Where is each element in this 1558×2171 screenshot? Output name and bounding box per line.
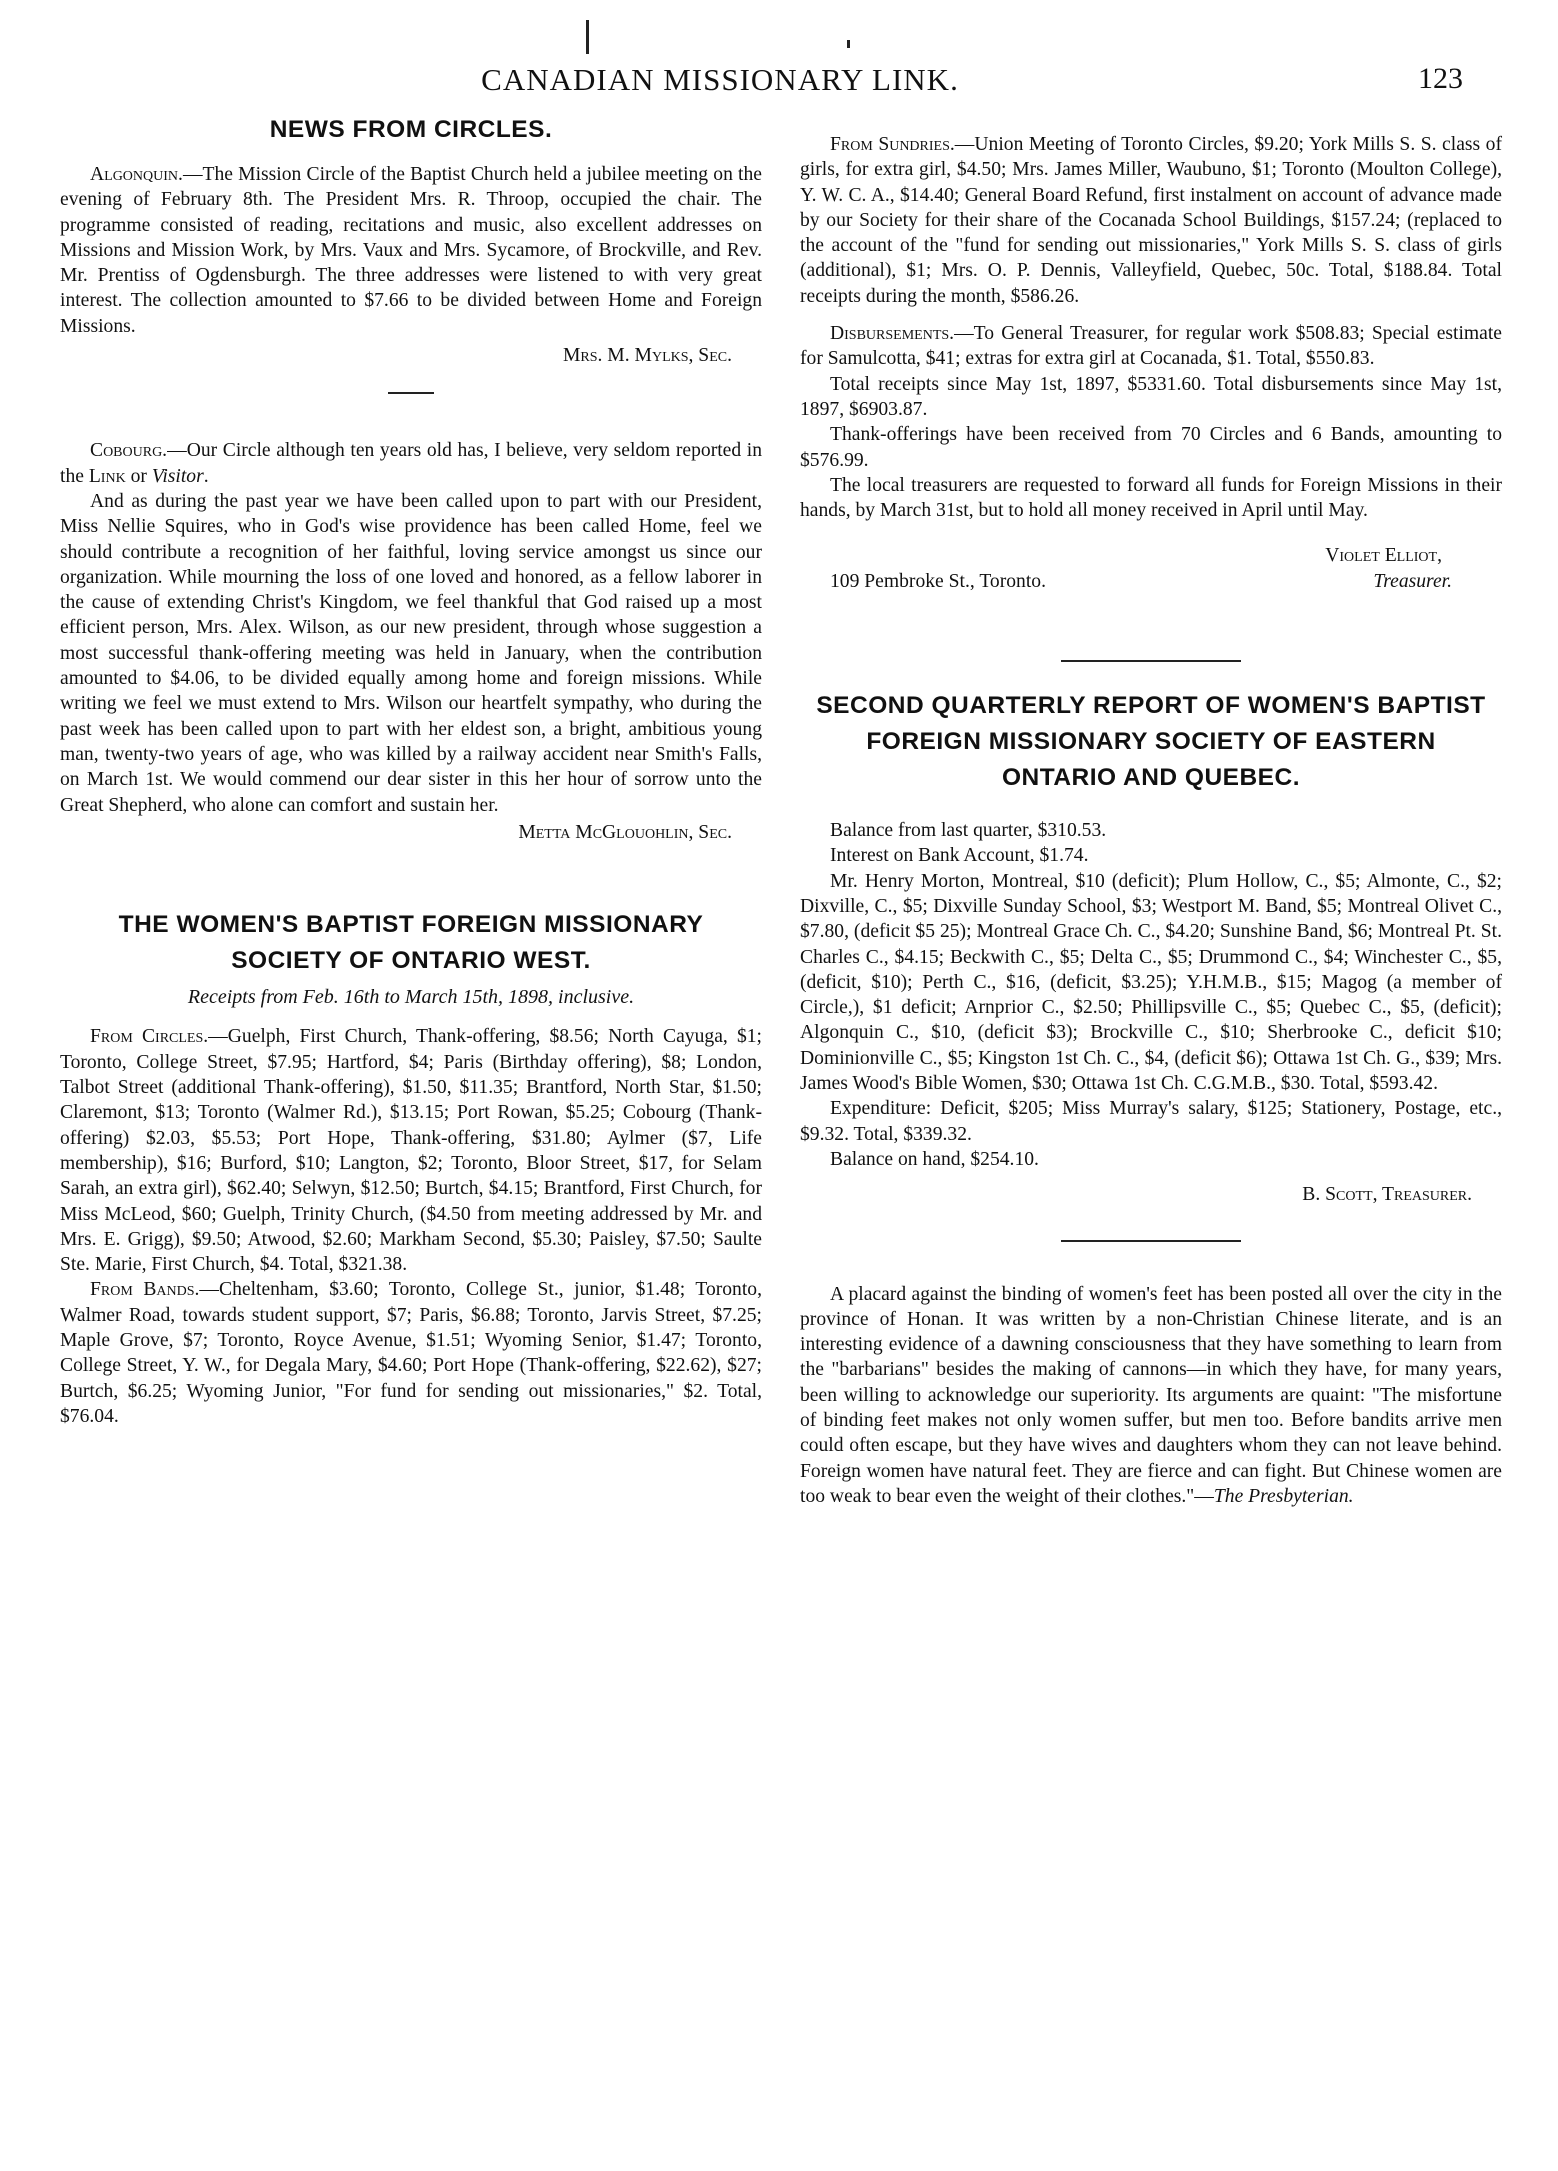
eastern-receipts-paragraph: Mr. Henry Morton, Montreal, $10 (deficit); Plum Hollow, C., $5; Almonte, C., $2; Dixville, C., $5; Dixville Sunday School, $3; Westport M. Band, $5; Montreal Olivet C., $7.80, (deficit $5 25); Montreal Grace Ch. C., $4.20; Sunshine Band, $6; Montreal Pt. St. Charles C., $4.15; Beckwith C., $5; Delta C., $5; Drummond C., $4; Winchester C., $5, (deficit, $10); Perth C., $16, (deficit, $3.25); Y.H.M.B., $15; Magog (a member of Circle,), $1 deficit; Arnprior C., $2.50; Phillipsville C., $5; Quebec C., $5, (deficit); Algonquin C., $10, (deficit $3); Brockville C., $10; Sherbrooke C., deficit $10; Dominionville C., $5; Kingston 1st Ch. C., $4, (deficit $6); Ottawa 1st Ch. G., $39; Mrs. James Wood's Bible Women, $30; Ottawa 1st Ch. C.G.M.B., $30. Total, $593.42. (800, 870, 1502, 1095)
placard-paragraph (800, 1282, 1502, 1510)
running-head: CANADIAN MISSIONARY LINK. (481, 62, 959, 97)
right-column (800, 132, 1502, 1509)
cobourg-text-1: —Our Circle although ten years old has, I believe, very seldom reported in the (60, 440, 762, 487)
placard-source: The Presbyterian. (1213, 1485, 1354, 1507)
sundries-lead: From Sundries. (830, 134, 955, 155)
algonquin-text: —The Mission Circle of the Baptist Church held a jubilee meeting on the evening of February 8th. The President Mrs. R. Throop, occupied the chair. The programme consisted of reading, recitations and music, also excellent addresses on Missions and Mission Work, by Mrs. Vaux and Mrs. Sycamore, of Brockville, and Rev. Mr. Prentiss of Ogdensburgh. The three addresses were listened to with very great interest. The collection amounted to $7.66 to be divided between Home and Foreign Missions. (60, 164, 762, 337)
page-number: 123 (1418, 62, 1463, 95)
elliot-name: Violet Elliot, (1325, 545, 1442, 567)
cobourg-signature: Metta McGlouohlin, Sec. (518, 821, 732, 843)
algonquin-paragraph (60, 162, 762, 339)
cobourg-link: Link (88, 465, 126, 487)
receipts-line: Receipts from Feb. 16th to March 15th, 1898, inclusive. (187, 986, 635, 1009)
divider (388, 392, 434, 394)
balance-last-quarter: Balance from last quarter, $310.53. (830, 820, 1107, 842)
placard-text: A placard against the binding of women's feet has been posted all over the city in the province of Honan. It was written by a non-Christian Chinese literate, and is an interesting evidence of a dawning consciousness that they have something to learn from the "barbarians" besides the making of cannons—in which they have, for many years, been willing to acknowledge our superiority. Its arguments are quaint: "The misfortune of binding feet makes not only women suffer, but men too. Before bandits arrive men could often escape, but they have wives and daughters whom they can not leave behind. Foreign women have natural feet. They are fierce and can fight. But Chinese women are too weak to bear even the weight of their clothes."— (800, 1283, 1502, 1507)
eastern-heading-line-2: FOREIGN MISSIONARY SOCIETY OF EASTERN (866, 728, 1436, 756)
news-heading: NEWS FROM CIRCLES. (269, 116, 553, 143)
circles-lead: From Circles. (90, 1026, 209, 1048)
cobourg-lead: Cobourg. (90, 440, 168, 462)
spacer (800, 309, 1502, 321)
divider (1061, 1240, 1241, 1242)
west-heading-line-1: THE WOMEN'S BAPTIST FOREIGN MISSIONARY (118, 911, 704, 939)
bank-interest: Interest on Bank Account, $1.74. (830, 845, 1089, 867)
bands-paragraph (60, 1277, 762, 1429)
cobourg-paragraph-1 (60, 438, 762, 489)
left-column (60, 112, 762, 1429)
sundries-text: —Union Meeting of Toronto Circles, $9.20; York Mills S. S. class of girls, for extra girl, $4.50; Mrs. James Miller, Waubuno, $1; Toronto (Moulton College), Y. W. C. A., $14.40; General Board Refund, first instalment on account of advance made by our Society for their share of the Cocanada School Buildings, $157.24; (replaced to the account of the "fund for sending out missionaries," York Mills S. S. class of girls (additional), $1; Mrs. O. P. Dennis, Valleyfield, Quebec, 50c. Total, $188.84. Total receipts during the month, $586.26. (800, 134, 1502, 307)
disbursements-lead: Disbursements. (830, 323, 955, 345)
elliot-title: Treasurer. (1373, 570, 1452, 592)
balance-on-hand: Balance on hand, $254.10. (830, 1148, 1039, 1170)
west-heading-line-2: SOCIETY OF ONTARIO WEST. (231, 947, 591, 975)
expenditure-paragraph: Expenditure: Deficit, $205; Miss Murray's salary, $125; Stationery, Postage, etc., $9.32. Total, $339.32. (800, 1098, 1502, 1145)
algonquin-lead: Algonquin. (90, 164, 183, 185)
spacer (60, 845, 762, 907)
total-receipts-paragraph: Total receipts since May 1st, 1897, $5331.60. Total disbursements since May 1st, 1897, $6903.87. (800, 373, 1502, 420)
circles-text: —Guelph, First Church, Thank-offering, $8.56; North Cayuga, $1; Toronto, College Street, $7.95; Hartford, $4; Paris (Birthday offering), $8; London, Talbot Street (additional Thank-offering), $1.50, $11.35; Brantford, North Star, $1.50; Claremont, $13; Toronto (Walmer Rd.), $13.15; Port Rowan, $5.25; Cobourg (Thank-offering) $2.03, $5.53; Port Hope, Thank-offering, $31.80; Aylmer ($7, Life membership), $16; Burford, $10; Langton, $2; Toronto, Bloor Street, $17, for Selam Sarah, an extra girl), $62.40; Selwyn, $12.50; Burtch, $4.15; Brantford, First Church, for Miss McLeod, $60; Guelph, Trinity Church, ($4.50 from meeting addressed by Mr. and Mrs. E. Grigg), $9.50; Atwood, $2.60; Markham Second, $5.30; Paisley, $7.50; Saulte Ste. Marie, First Church, $4. Total, $321.38. (60, 1026, 762, 1276)
algonquin-signature: Mrs. M. Mylks, Sec. (562, 345, 732, 367)
cobourg-or: or (125, 465, 152, 487)
eastern-heading-line-3: ONTARIO AND QUEBEC. (1001, 764, 1301, 792)
ink-dot (847, 40, 850, 48)
thank-offerings-paragraph: Thank-offerings have been received from 70 Circles and 6 Bands, amounting to $576.99. (800, 424, 1502, 471)
cobourg-paragraph-2: And as during the past year we have been called upon to part with our President, Miss Nellie Squires, who in God's wise providence has been called Home, feel we should contribute a recognition of her faithful, loving service amongst us since our organization. While mourning the loss of one loved and honored, as a fellow laborer in the cause of extending Christ's Kingdom, we feel thankful that God raised up a most efficient person, Mrs. Alex. Wilson, as our new president, through whose suggestion a most successful thank-offering meeting was held in January, when the contribution amounted to $4.06, to be divided equally among home and foreign missions. While writing we feel we must extend to Mrs. Wilson our heartfelt sympathy, who during the past week has been called upon to part with her eldest son, a bright, ambitious young man, twenty-two years of age, who was killed by a railway accident near Smith's Falls, on March 1st. We would commend our dear sister in this her hour of sorrow unto the Great Shepherd, who alone can comfort and sustain her. (60, 490, 762, 816)
sundries-paragraph (800, 132, 1502, 309)
ink-mark (586, 20, 589, 54)
disbursements-text: —To General Treasurer, for regular work $508.83; Special estimate for Samulcotta, $41; extras for extra girl at Cocanada, $1. Total, $550.83. (800, 323, 1502, 370)
eastern-heading-line-1: SECOND QUARTERLY REPORT OF WOMEN'S BAPTIST (816, 692, 1486, 720)
cobourg-visitor: Visitor (151, 465, 204, 487)
disbursements-paragraph (800, 321, 1502, 372)
bands-text: —Cheltenham, $3.60; Toronto, College St., junior, $1.48; Toronto, Walmer Road, towards student support, $7; Paris, $6.88; Toronto, Jarvis Street, $7.25; Maple Grove, $7; Toronto, Royce Avenue, $1.51; Wyoming Senior, $1.47; Toronto, College Street, Y. W., for Degala Mary, $4.60; Port Hope (Thank-offering, $22.62), $27; Burtch, $6.25; Wyoming Junior, "For fund for sending out missionaries," $2. Total, $76.04. (60, 1279, 762, 1427)
elliot-address: 109 Pembroke St., Toronto. (830, 570, 1046, 592)
divider (1061, 660, 1241, 662)
scott-signature: B. Scott, Treasurer. (1302, 1184, 1472, 1206)
local-treasurers-paragraph: The local treasurers are requested to forward all funds for Foreign Missions in their hands, by March 31st, but to hold all money received in April until May. (800, 474, 1502, 522)
elliot-address-row (800, 569, 1502, 594)
bands-lead: From Bands. (90, 1279, 200, 1301)
cobourg-end: . (203, 465, 209, 487)
circles-paragraph (60, 1024, 762, 1277)
